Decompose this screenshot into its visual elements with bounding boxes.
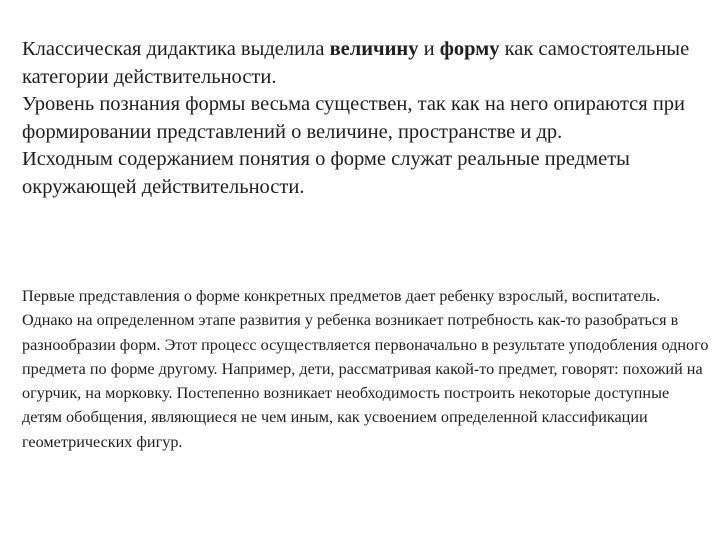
intro-p1-pre: Классическая дидактика выделила [22,38,330,60]
intro-p1-mid: и [418,38,440,60]
intro-paragraph-1 [22,36,702,91]
intro-paragraph-3: Исходным содержанием понятия о форме служат реальные предметы окружающей действительности. [22,148,630,198]
body-paragraph: Первые представления о форме конкретных предметов дает ребенку взрослый, воспитатель. Однако на определенном этапе развития у ребенка возникает потребность как-то разобраться в разнообразии форм. Этот процесс осуществляется первоначально в результате уподобления одного предмета по форме другому. Например, дети, рассматривая какой-то предмет, говорят: похожий на огурчик, на морковку. Постепенно возникает необходимость построить некоторые доступные детям обобщения, являющиеся не чем иным, как усвоением определенной классификации геометрических фигур. [22,287,709,451]
intro-paragraph-2: Уровень познания формы весьма существен, так как на него опираются при формировании представлений о величине, пространстве и др. [22,93,686,143]
intro-p1-bold-magnitude: величину [329,38,419,60]
intro-block [22,36,702,201]
intro-p1-post: как самостоятельные категории действительности. [22,38,690,88]
intro-p1-bold-form: форму [439,38,500,60]
